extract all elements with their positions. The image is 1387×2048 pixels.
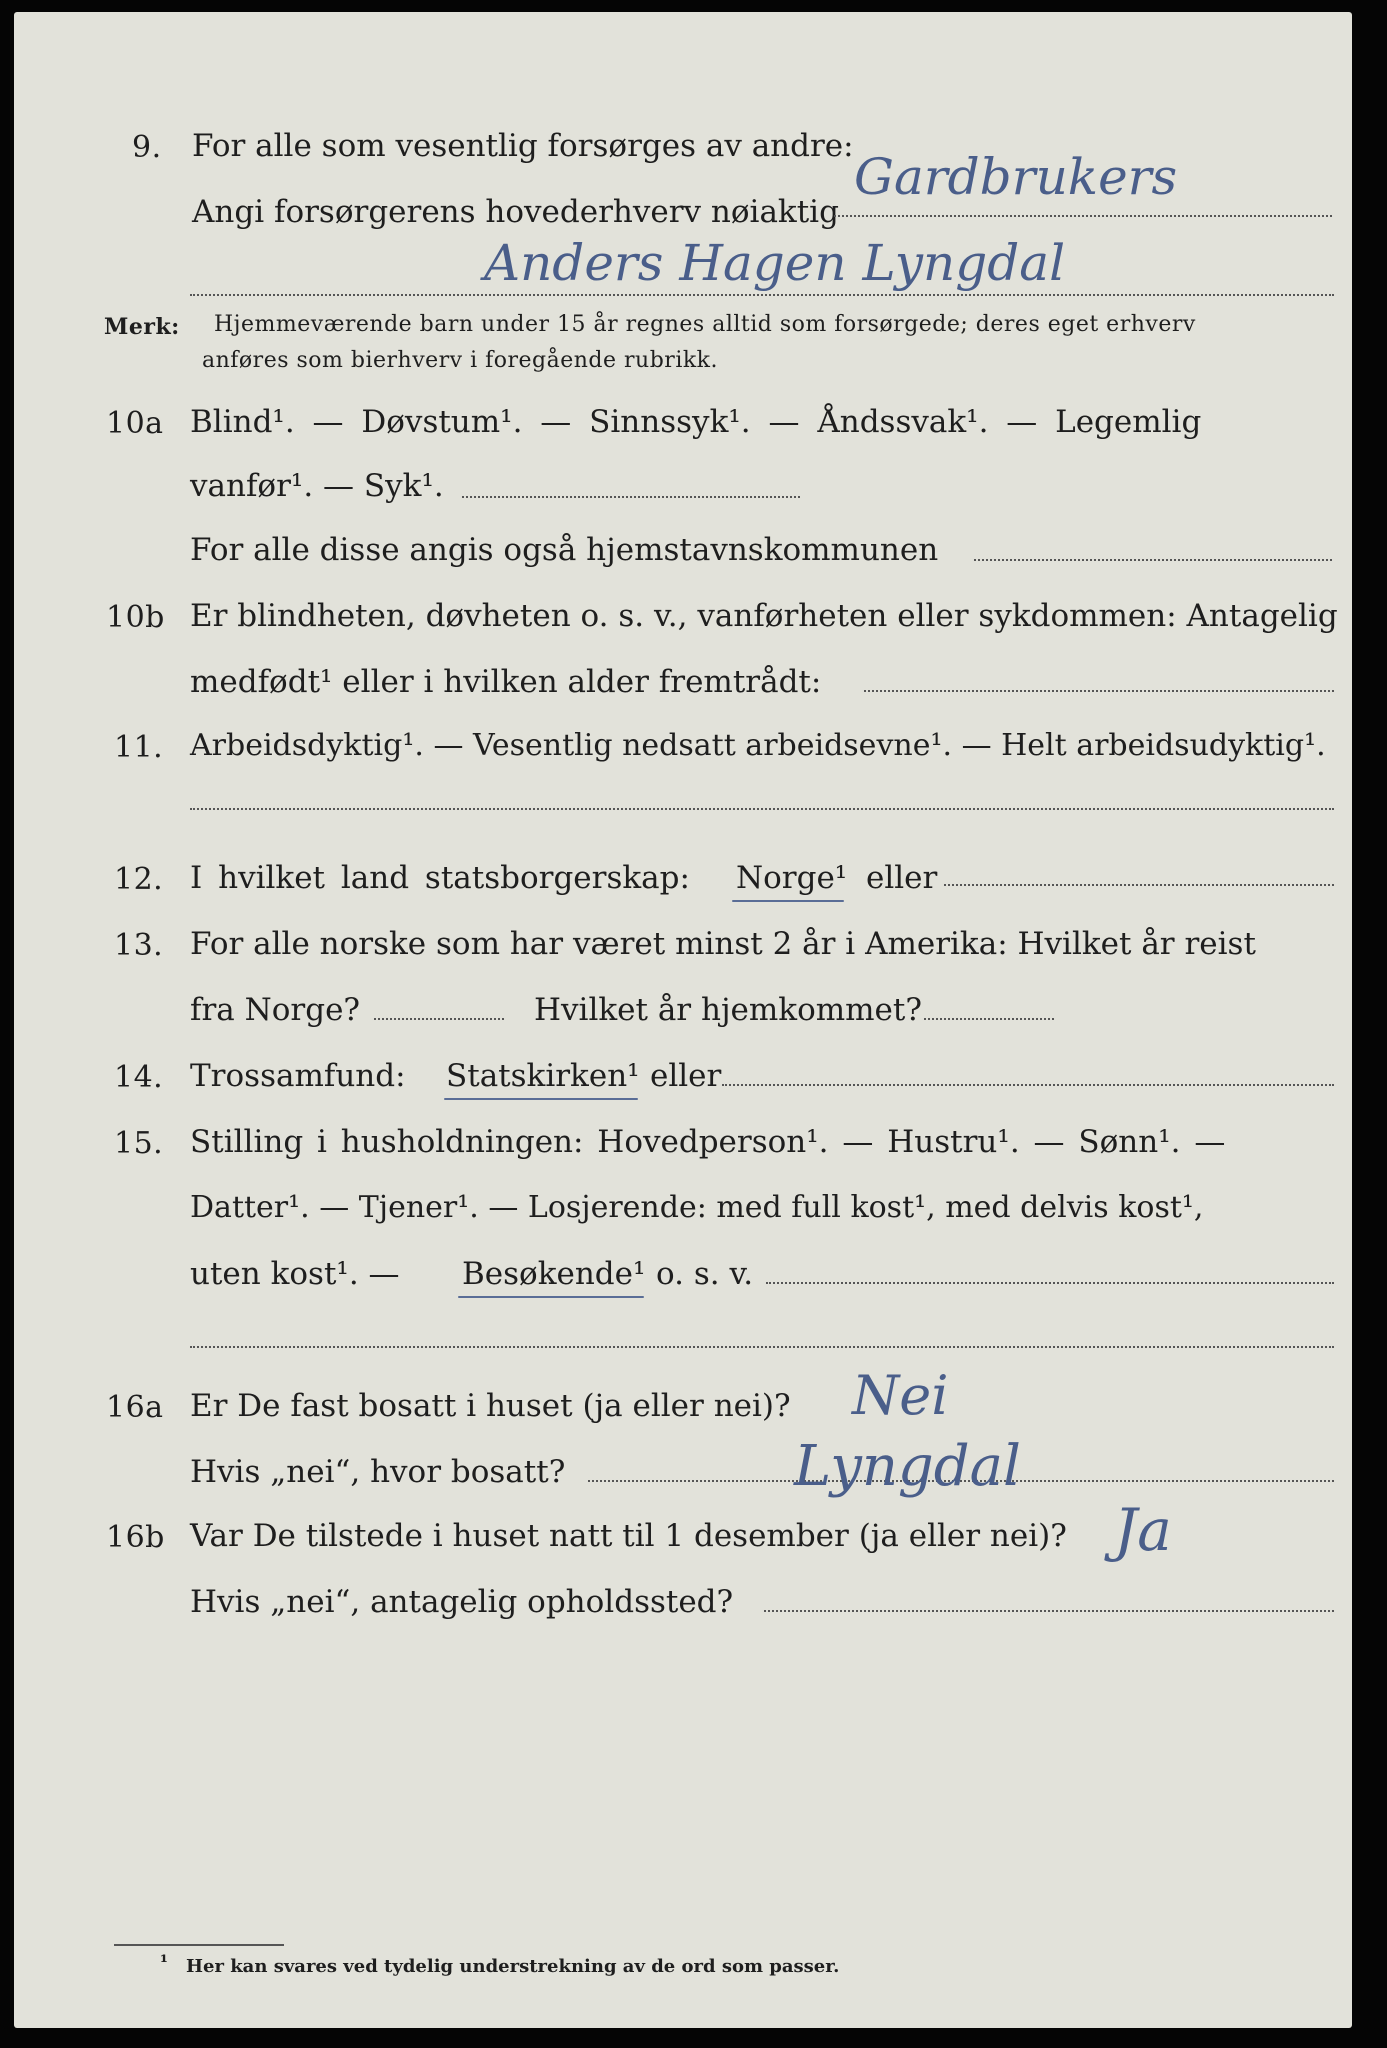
q14-suffix: eller	[650, 1058, 722, 1094]
q15-line1: Stilling i husholdningen: Hovedperson¹. — Hustru¹. — Sønn¹. —	[190, 1124, 1226, 1160]
q9-answer-occupation: Gardbrukers	[854, 148, 1178, 206]
q10b-line2: medfødt¹ eller i hvilken alder fremtrådt:	[190, 664, 822, 700]
q11-line2-fill	[190, 808, 1334, 810]
q9-line2: Angi forsørgerens hovederhverv nøiaktig	[192, 194, 839, 230]
q12-prefix: I hvilket land statsborgerskap:	[190, 860, 690, 896]
q15-line3-fill	[766, 1282, 1334, 1284]
q16b-line2-fill	[764, 1610, 1334, 1612]
q12-fill	[944, 884, 1334, 886]
q10a-line2: vanfør¹. — Syk¹.	[190, 468, 444, 504]
q10a-line3-fill	[974, 559, 1332, 561]
q16b-line2: Hvis „nei“, antagelig opholdssted?	[190, 1584, 734, 1620]
q10b-line1: Er blindheten, døvheten o. s. v., vanførheten eller sykdommen: Antagelig	[190, 598, 1338, 634]
q15-line2: Datter¹. — Tjener¹. — Losjerende: med full kost¹, med delvis kost¹,	[190, 1190, 1204, 1225]
q12-number: 12.	[114, 862, 164, 897]
q10b-number: 10b	[106, 600, 165, 635]
note-line1: Hjemmeværende barn under 15 år regnes alltid som forsørgede; deres eget erhverv	[214, 312, 1196, 337]
q13-line1: For alle norske som har været minst 2 år i Amerika: Hvilket år reist	[190, 926, 1256, 962]
q11-number: 11.	[114, 730, 164, 765]
census-form-page	[14, 12, 1352, 2028]
q10a-line2-fill	[462, 496, 800, 498]
q13-line2a-fill	[374, 1018, 504, 1020]
q15-option-underline	[458, 1296, 644, 1298]
q11-line1: Arbeidsdyktig¹. — Vesentlig nedsatt arbeidsevne¹. — Helt arbeidsudyktig¹.	[190, 728, 1326, 763]
note-line2: anføres som bierhverv i foregående rubrikk.	[202, 348, 719, 373]
q16b-answer1: Ja	[1114, 1496, 1172, 1564]
q9-answer-name: Anders Hagen Lyngdal	[484, 234, 1066, 292]
q14-number: 14.	[114, 1060, 164, 1095]
q16a-line1: Er De fast bosatt i huset (ja eller nei)?	[190, 1388, 791, 1424]
footnote-text: Her kan svares ved tydelig understrekning av de ord som passer.	[186, 1956, 840, 1977]
q16b-line1: Var De tilstede i huset natt til 1 desember (ja eller nei)?	[190, 1518, 1067, 1554]
q10a-line3: For alle disse angis også hjemstavnskommunen	[190, 532, 939, 568]
q9-line3-fill	[190, 294, 1334, 296]
q10a-number: 10a	[106, 406, 164, 441]
note-label: Merk:	[104, 314, 180, 340]
footnote-rule	[114, 1944, 284, 1946]
q14-fill	[722, 1084, 1334, 1086]
q14-option-statskirken: Statskirken¹	[446, 1058, 640, 1094]
q10a-line1: Blind¹. — Døvstum¹. — Sinnssyk¹. — Åndssvak¹. — Legemlig	[190, 404, 1202, 440]
q15-line4-fill	[190, 1346, 1334, 1348]
q9-line1: For alle som vesentlig forsørges av andre:	[192, 128, 854, 164]
q14-prefix: Trossamfund:	[190, 1058, 406, 1094]
footnote-marker: ¹	[160, 1952, 168, 1973]
q16a-line2: Hvis „nei“, hvor bosatt?	[190, 1454, 566, 1490]
q12-option-underline	[732, 900, 844, 902]
q13-line2b-fill	[924, 1018, 1054, 1020]
q15-line3a: uten kost¹. —	[190, 1256, 400, 1292]
q13-line2b: Hvilket år hjemkommet?	[534, 992, 922, 1028]
q15-line3b: o. s. v.	[656, 1256, 754, 1292]
q16a-answer1: Nei	[852, 1364, 949, 1427]
q15-option-besokende: Besøkende¹	[462, 1256, 646, 1292]
q16a-answer2: Lyngdal	[794, 1434, 1021, 1499]
q9-line2-fill	[834, 215, 1332, 217]
q13-line2a: fra Norge?	[190, 992, 361, 1028]
q12-suffix: eller	[866, 860, 938, 896]
q10b-line2-fill	[864, 690, 1334, 692]
q16b-number: 16b	[106, 1520, 165, 1555]
q14-option-underline	[444, 1098, 638, 1100]
q12-option-norge: Norge¹	[736, 860, 848, 896]
q16a-number: 16a	[106, 1390, 164, 1425]
q9-number: 9.	[132, 130, 162, 165]
q13-number: 13.	[114, 928, 164, 963]
q15-number: 15.	[114, 1126, 164, 1161]
